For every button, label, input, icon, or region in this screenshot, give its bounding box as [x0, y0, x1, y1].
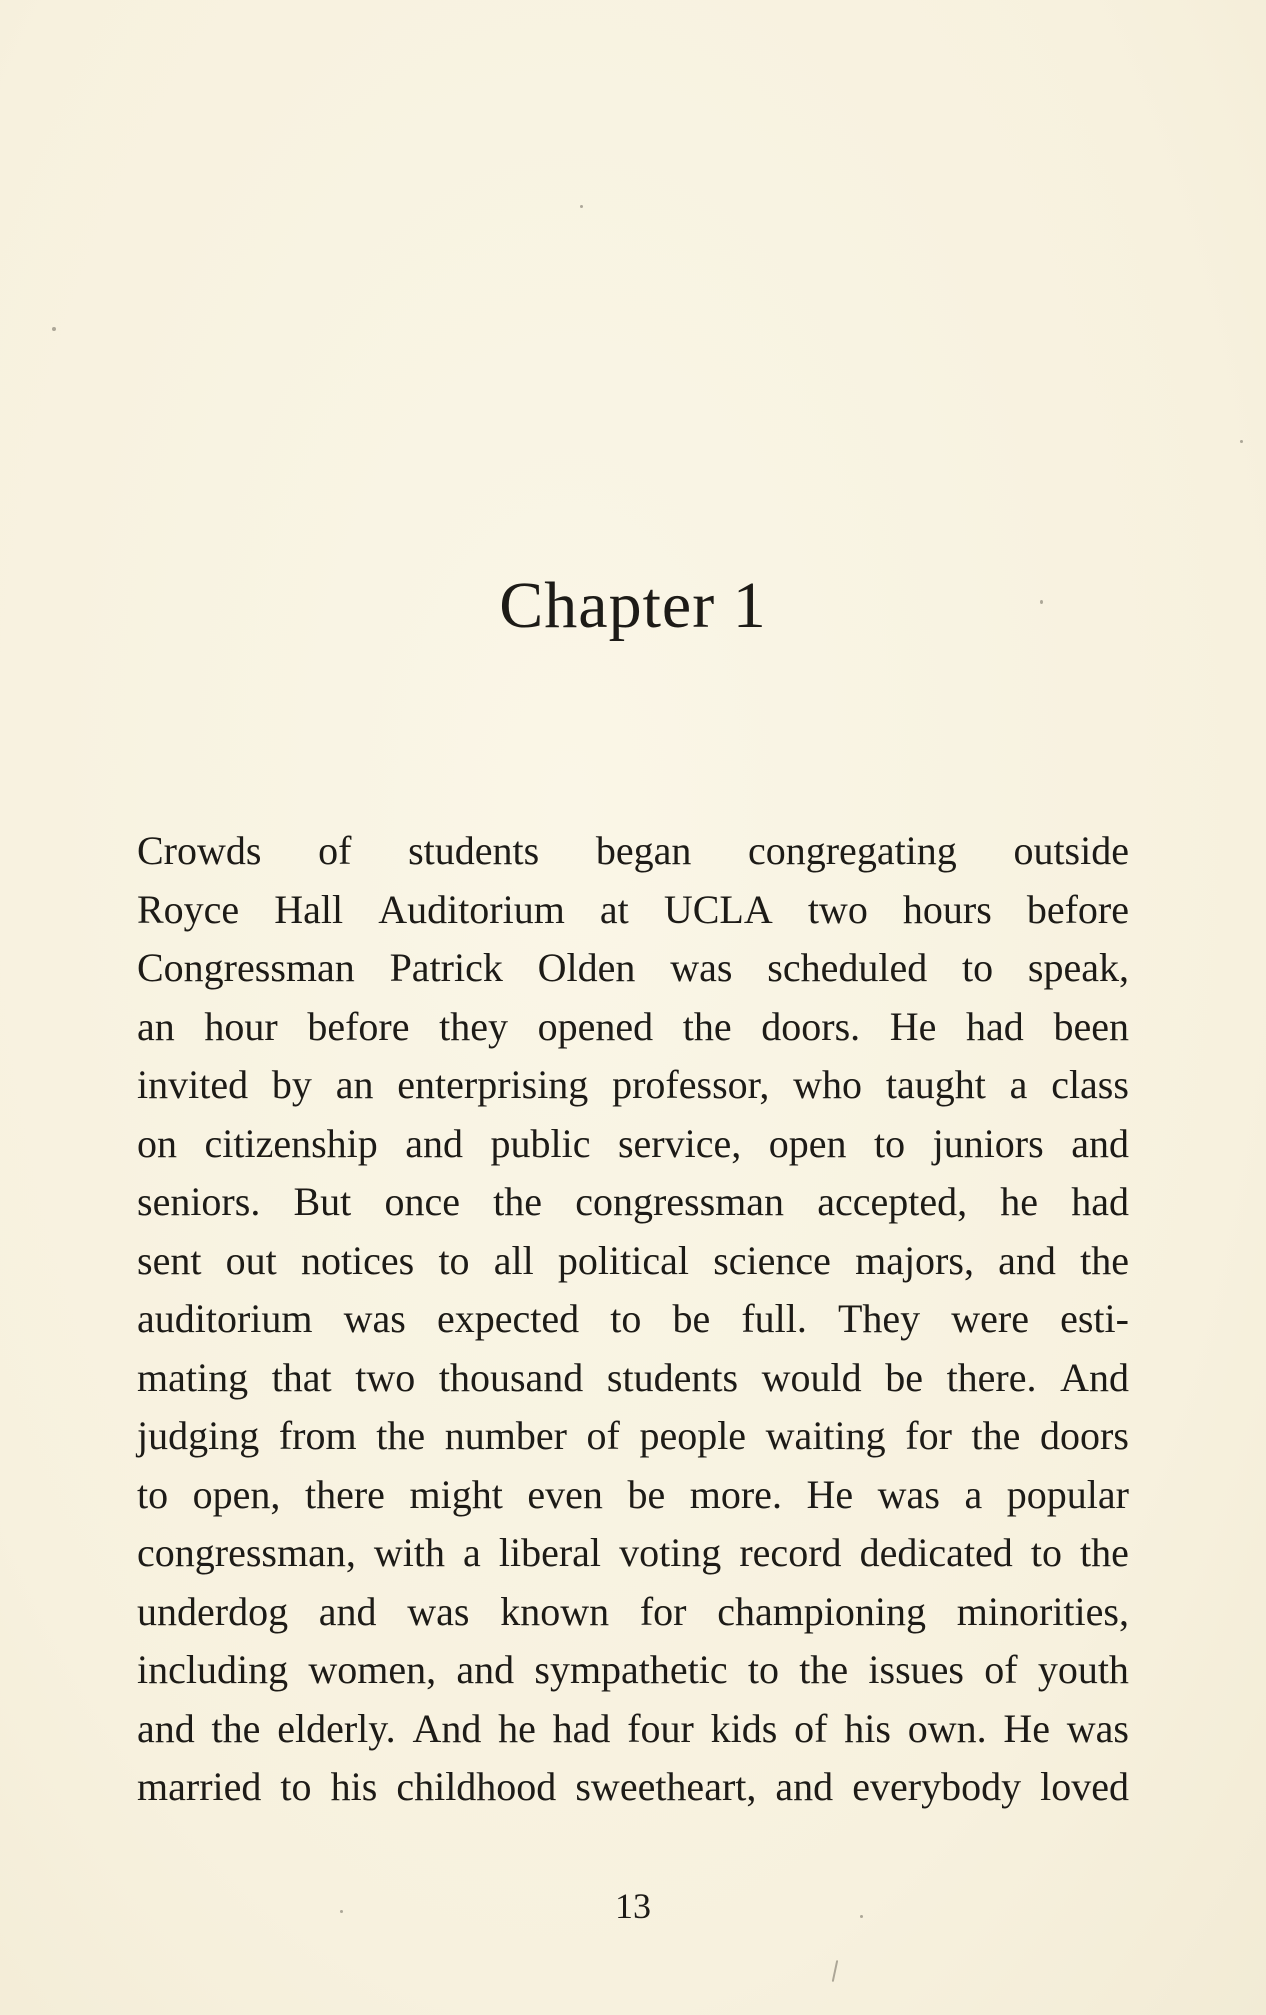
word: to	[962, 945, 994, 990]
word: of	[586, 1413, 620, 1458]
word: at	[599, 886, 629, 932]
text-line	[137, 881, 1129, 940]
word: and	[318, 1588, 377, 1634]
word: He	[1003, 1705, 1050, 1751]
word: was	[1066, 1705, 1129, 1751]
word: scheduled	[767, 945, 928, 990]
word: for	[905, 1413, 952, 1458]
word: would	[761, 1354, 862, 1400]
word: there.	[946, 1354, 1037, 1400]
word: everybody	[852, 1764, 1022, 1809]
word: sweetheart,	[575, 1764, 757, 1809]
word: But	[293, 1179, 352, 1224]
word: hours	[902, 886, 992, 932]
word: four	[627, 1705, 694, 1751]
word: loved	[1040, 1764, 1129, 1809]
word: congregating	[747, 828, 957, 873]
word: taught	[885, 1062, 986, 1107]
word: sent	[137, 1237, 202, 1283]
word: to	[747, 1647, 780, 1692]
word: his	[844, 1705, 891, 1751]
text-line	[137, 1173, 1129, 1232]
word: the	[971, 1413, 1021, 1458]
word: dedicated	[859, 1530, 1013, 1575]
word: minorities,	[956, 1588, 1129, 1634]
word: was	[407, 1588, 470, 1634]
word: He	[806, 1471, 854, 1517]
word: seniors.	[137, 1179, 261, 1224]
word: had	[966, 1003, 1024, 1049]
word: mating	[137, 1354, 249, 1400]
word: was	[670, 945, 733, 990]
word: Congressman	[137, 945, 355, 990]
word: be	[885, 1354, 923, 1400]
word: all	[493, 1237, 534, 1283]
text-line	[137, 1524, 1129, 1583]
text-line	[137, 1056, 1129, 1115]
word: before	[1026, 886, 1129, 932]
word: a	[1009, 1062, 1028, 1107]
word: a	[964, 1471, 983, 1517]
word: thousand	[438, 1354, 584, 1400]
word: doors	[1040, 1413, 1129, 1458]
word: two	[807, 886, 868, 932]
word: speak,	[1027, 945, 1129, 990]
word: full.	[741, 1296, 807, 1341]
word: open	[768, 1120, 847, 1166]
word: for	[639, 1588, 687, 1634]
word: he	[498, 1705, 536, 1751]
word: childhood	[396, 1764, 557, 1809]
word: of	[794, 1705, 828, 1751]
word: service,	[617, 1120, 742, 1166]
word: science	[713, 1237, 831, 1283]
word: elderly.	[277, 1705, 396, 1751]
word: invited	[137, 1062, 249, 1107]
word: the	[493, 1179, 543, 1224]
word: hour	[204, 1003, 278, 1049]
word: the	[376, 1413, 426, 1458]
word: congressman	[575, 1179, 785, 1224]
word: opened	[537, 1003, 654, 1049]
word: doors.	[761, 1003, 861, 1049]
word: enterprising	[397, 1062, 589, 1107]
word: record	[739, 1530, 842, 1575]
word: with	[373, 1530, 445, 1575]
word: on	[137, 1120, 177, 1166]
word: the	[1080, 1530, 1129, 1575]
word: auditorium	[137, 1296, 313, 1341]
text-line	[137, 939, 1129, 998]
word: to	[280, 1764, 312, 1809]
word: known	[500, 1588, 610, 1634]
word: and	[1071, 1120, 1129, 1166]
text-line	[137, 1349, 1129, 1408]
word: once	[384, 1179, 460, 1224]
text-line	[137, 1466, 1129, 1525]
word: outside	[1013, 828, 1129, 873]
word: might	[409, 1471, 503, 1517]
body-paragraph	[137, 822, 1129, 1817]
word: to	[610, 1296, 642, 1341]
word: were	[951, 1296, 1029, 1341]
word: an	[335, 1062, 374, 1107]
word: and	[456, 1647, 515, 1692]
word: and	[998, 1237, 1056, 1283]
paper-speck	[1240, 440, 1243, 443]
word: youth	[1037, 1647, 1129, 1692]
word: expected	[436, 1296, 580, 1341]
word: Crowds	[137, 828, 262, 873]
word: congressman,	[137, 1530, 356, 1575]
word: his	[330, 1764, 378, 1809]
word: They	[837, 1296, 921, 1341]
word: the	[211, 1705, 261, 1751]
word: Olden	[537, 945, 636, 990]
text-line	[137, 1115, 1129, 1174]
word: voting	[619, 1530, 722, 1575]
paper-speck	[52, 327, 56, 331]
word: class	[1051, 1062, 1129, 1107]
word: by	[271, 1062, 312, 1107]
word: to	[137, 1471, 169, 1517]
word: to	[873, 1120, 906, 1166]
word: the	[682, 1003, 732, 1049]
word: there	[304, 1471, 385, 1517]
word: waiting	[765, 1413, 886, 1458]
word: open,	[192, 1471, 281, 1517]
word: liberal	[498, 1530, 602, 1575]
word: And	[1060, 1354, 1129, 1400]
word: esti-	[1060, 1296, 1129, 1341]
word: of	[318, 828, 352, 873]
text-line	[137, 1700, 1129, 1759]
word: majors,	[855, 1237, 974, 1283]
word: even	[527, 1471, 603, 1517]
word: And	[412, 1705, 482, 1751]
word: citizenship	[204, 1120, 378, 1166]
word: began	[595, 828, 692, 873]
word: sympathetic	[534, 1647, 728, 1692]
word: students	[606, 1354, 739, 1400]
word: He	[889, 1003, 937, 1049]
word: kids	[710, 1705, 778, 1751]
word: public	[490, 1120, 591, 1166]
word: married	[137, 1764, 262, 1809]
chapter-title: Chapter 1	[499, 569, 767, 642]
word: the	[799, 1647, 849, 1692]
text-line	[137, 1583, 1129, 1642]
word: who	[793, 1062, 863, 1107]
word: issues	[868, 1647, 964, 1692]
word: two	[355, 1354, 416, 1400]
word: be	[672, 1296, 711, 1341]
paper-speck	[832, 1960, 839, 1982]
word: been	[1053, 1003, 1129, 1049]
word: be	[627, 1471, 666, 1517]
word: UCLA	[663, 886, 773, 932]
word: own.	[907, 1705, 987, 1751]
word: students	[408, 828, 540, 873]
word: women,	[308, 1647, 437, 1692]
word: was	[343, 1296, 406, 1341]
word: underdog	[137, 1588, 289, 1634]
text-line	[137, 998, 1129, 1057]
text-line	[137, 1232, 1129, 1291]
paper-speck	[860, 1915, 863, 1918]
word: from	[278, 1413, 357, 1458]
word: he	[1000, 1179, 1039, 1224]
word: and	[775, 1764, 834, 1809]
word: Royce	[137, 886, 240, 932]
word: Patrick	[389, 945, 503, 990]
text-line	[137, 822, 1129, 881]
text-line	[137, 1407, 1129, 1466]
word: had	[1071, 1179, 1129, 1224]
word: had	[552, 1705, 611, 1751]
word: and	[137, 1705, 195, 1751]
word: they	[439, 1003, 508, 1049]
word: championing	[717, 1588, 927, 1634]
word: more.	[689, 1471, 782, 1517]
word: judging	[137, 1413, 260, 1458]
word: an	[137, 1003, 175, 1049]
word: the	[1080, 1237, 1129, 1283]
word: to	[1030, 1530, 1062, 1575]
text-line	[137, 1641, 1129, 1700]
word: including	[137, 1647, 289, 1692]
word: out	[225, 1237, 277, 1283]
page-number: 13	[615, 1886, 651, 1926]
word: before	[307, 1003, 410, 1049]
word: professor,	[612, 1062, 770, 1107]
word: and	[405, 1120, 464, 1166]
word: accepted,	[817, 1179, 968, 1224]
word: a	[463, 1530, 481, 1575]
word: Auditorium	[378, 886, 565, 932]
paper-speck	[340, 1910, 343, 1913]
word: that	[271, 1354, 332, 1400]
word: notices	[300, 1237, 415, 1283]
word: to	[438, 1237, 470, 1283]
text-line	[137, 1758, 1129, 1817]
word: juniors	[932, 1120, 1044, 1166]
word: number	[444, 1413, 567, 1458]
word: political	[557, 1237, 689, 1283]
word: popular	[1006, 1471, 1129, 1517]
word: people	[639, 1413, 747, 1458]
word: of	[984, 1647, 1018, 1692]
word: was	[877, 1471, 940, 1517]
paper-speck	[580, 205, 583, 208]
paper-speck	[1040, 600, 1043, 604]
word: Hall	[274, 886, 344, 932]
text-line	[137, 1290, 1129, 1349]
